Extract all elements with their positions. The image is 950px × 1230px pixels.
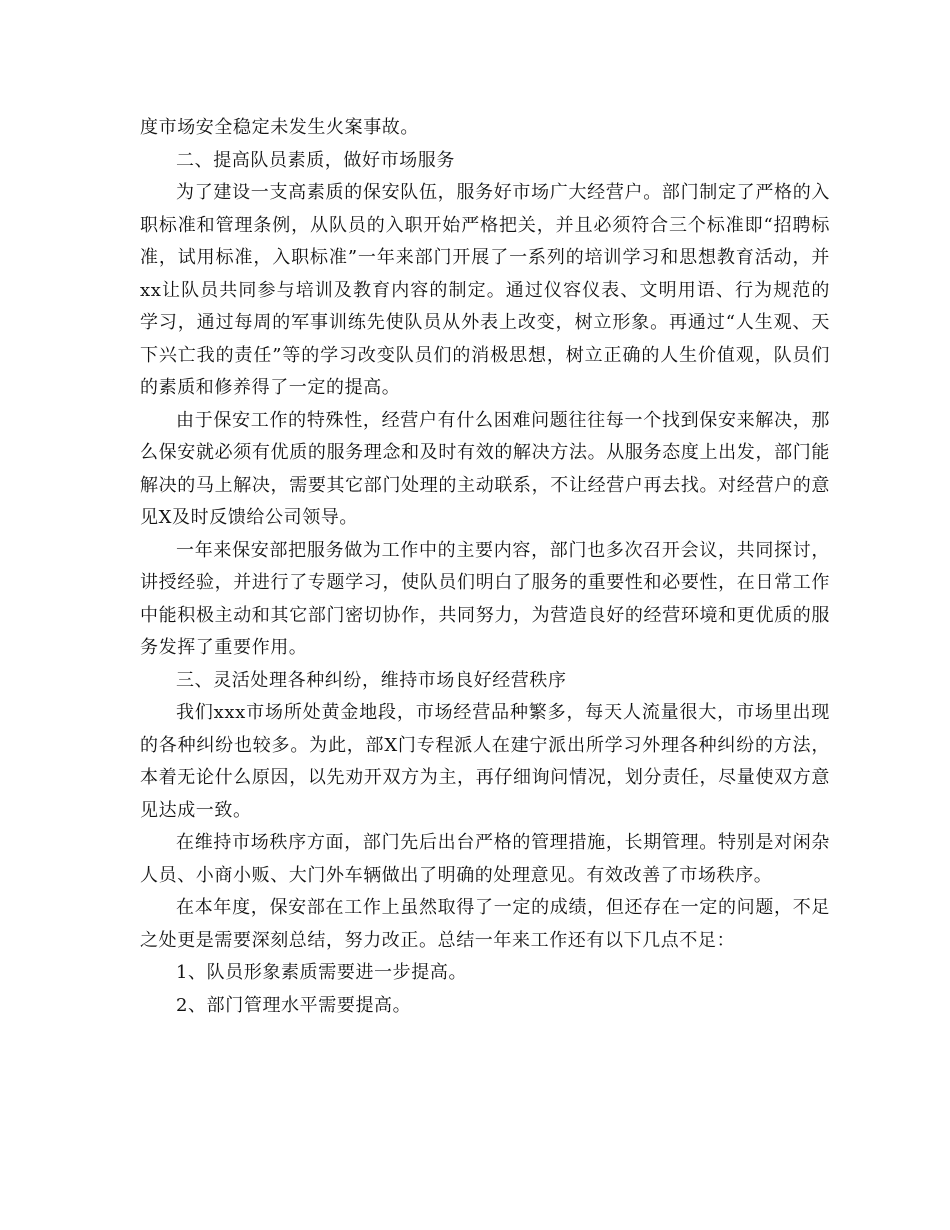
paragraph-training: 为了建设一支高素质的保安队伍，服务好市场广大经营户。部门制定了严格的入职标准和管理条例，从队员的入职开始严格把关，并且必须符合三个标准即“招聘标准，试用标准，入职标准”一年来部门开展了一系列的培训学习和思想教育活动，并xx让队员共同参与培训及教育内容的制定。通过仪容仪表、文明用语、行为规范的学习，通过每周的军事训练先使队员从外表上改变，树立形象。再通过“人生观、天下兴亡我的责任”等的学习改变队员们的消极思想，树立正确的人生价值观，队员们的素质和修养得了一定的提高。 xyxy=(140,182,830,398)
paragraph-disputes: 我们xxx市场所处黄金地段，市场经营品种繁多，每天人流量很大，市场里出现的各种纠纷也较多。为此，部X门专程派人在建宁派出所学习外理各种纠纷的方法，本着无论什么原因，以先劝开双方为主，再仔细询问情况，划分责任，尽量使双方意见达成一致。 xyxy=(140,702,830,821)
paragraph-service-nature: 由于保安工作的特殊性，经营户有什么困难问题往往每一个找到保安来解决，那么保安就必须有优质的服务理念和及时有效的解决方法。从服务态度上出发，部门能解决的马上解决，需要其它部门处理的主动联系，不让经营户再去找。对经营户的意见X及时反馈给公司领导。 xyxy=(140,409,830,528)
list-item-1: 1、队员形象素质需要进一步提高。 xyxy=(176,962,468,983)
section-heading-2: 二、提高队员素质，做好市场服务 xyxy=(176,149,455,171)
paragraph-summary: 在本年度，保安部在工作上虽然取得了一定的成绩，但还存在一定的问题，不足之处更是需要深刻总结，努力改正。总结一年来工作还有以下几点不足： xyxy=(140,897,830,951)
paragraph-service-priority: 一年来保安部把服务做为工作中的主要内容，部门也多次召开会议，共同探讨，讲授经验，并进行了专题学习，使队员们明白了服务的重要性和必要性，在日常工作中能积极主动和其它部门密切协作，共同努力，为营造良好的经营环境和更优质的服务发挥了重要作用。 xyxy=(140,539,830,658)
paragraph-order: 在维持市场秩序方面，部门先后出台严格的管理措施，长期管理。特别是对闲杂人员、小商小贩、大门外车辆做出了明确的处理意见。有效改善了市场秩序。 xyxy=(140,832,830,886)
list-item-2: 2、部门管理水平需要提高。 xyxy=(176,994,412,1016)
document-page xyxy=(140,112,830,1022)
section-heading-3: 三、灵活处理各种纠纷，维持市场良好经营秩序 xyxy=(176,669,567,691)
paragraph-continuation: 度市场安全稳定未发生火案事故。 xyxy=(140,117,419,138)
